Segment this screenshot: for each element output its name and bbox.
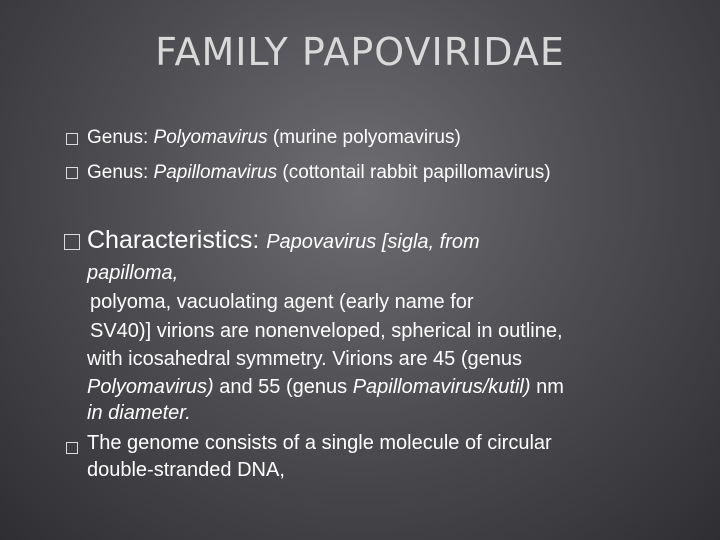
characteristics-text: SV40)] virions are nonenveloped, spherical in outline, — [90, 320, 563, 342]
genus-detail: (murine polyomavirus) — [267, 127, 461, 148]
characteristics-line — [87, 348, 522, 371]
characteristics-line — [90, 320, 563, 343]
genus-polyomavirus — [87, 127, 461, 149]
characteristics-text: in diameter. — [87, 402, 191, 424]
characteristics-text: polyoma, vacuolating agent (early name for — [90, 291, 474, 313]
bullet-icon — [66, 167, 78, 179]
bullet-icon — [64, 234, 80, 250]
characteristics-line — [90, 291, 474, 314]
genus-detail: (cottontail rabbit papillomavirus) — [277, 162, 551, 183]
characteristics-text: and 55 (genus — [213, 376, 353, 398]
characteristics-text: Polyomavirus) — [87, 376, 214, 398]
characteristics-text: papilloma, — [87, 262, 179, 284]
genome-line: The genome consists of a single molecule of circular — [87, 432, 552, 454]
genus-name: Papillomavirus — [153, 162, 278, 183]
genus-name: Polyomavirus — [153, 127, 268, 148]
characteristics-text: Papillomavirus/kutil) — [352, 376, 531, 398]
characteristics-line — [87, 262, 178, 285]
characteristics-line — [87, 376, 564, 399]
bullet-icon — [66, 133, 78, 145]
characteristics-line — [87, 402, 191, 425]
characteristics-text: with icosahedral symmetry. Virions are 45 (genus — [87, 348, 522, 370]
bullet-icon — [66, 442, 78, 454]
characteristics-text: nm — [530, 376, 564, 398]
genus-label: Genus: — [87, 127, 154, 148]
characteristics-text: Papovavirus [sigla, from — [266, 231, 480, 253]
genome-line: double-stranded DNA, — [87, 459, 285, 481]
characteristics-heading: Characteristics: — [87, 226, 267, 254]
genus-papillomavirus — [87, 162, 551, 184]
genus-label: Genus: — [87, 162, 154, 183]
characteristics-heading-line — [87, 226, 480, 255]
slide-title: FAMILY PAPOVIRIDAE — [155, 30, 565, 74]
